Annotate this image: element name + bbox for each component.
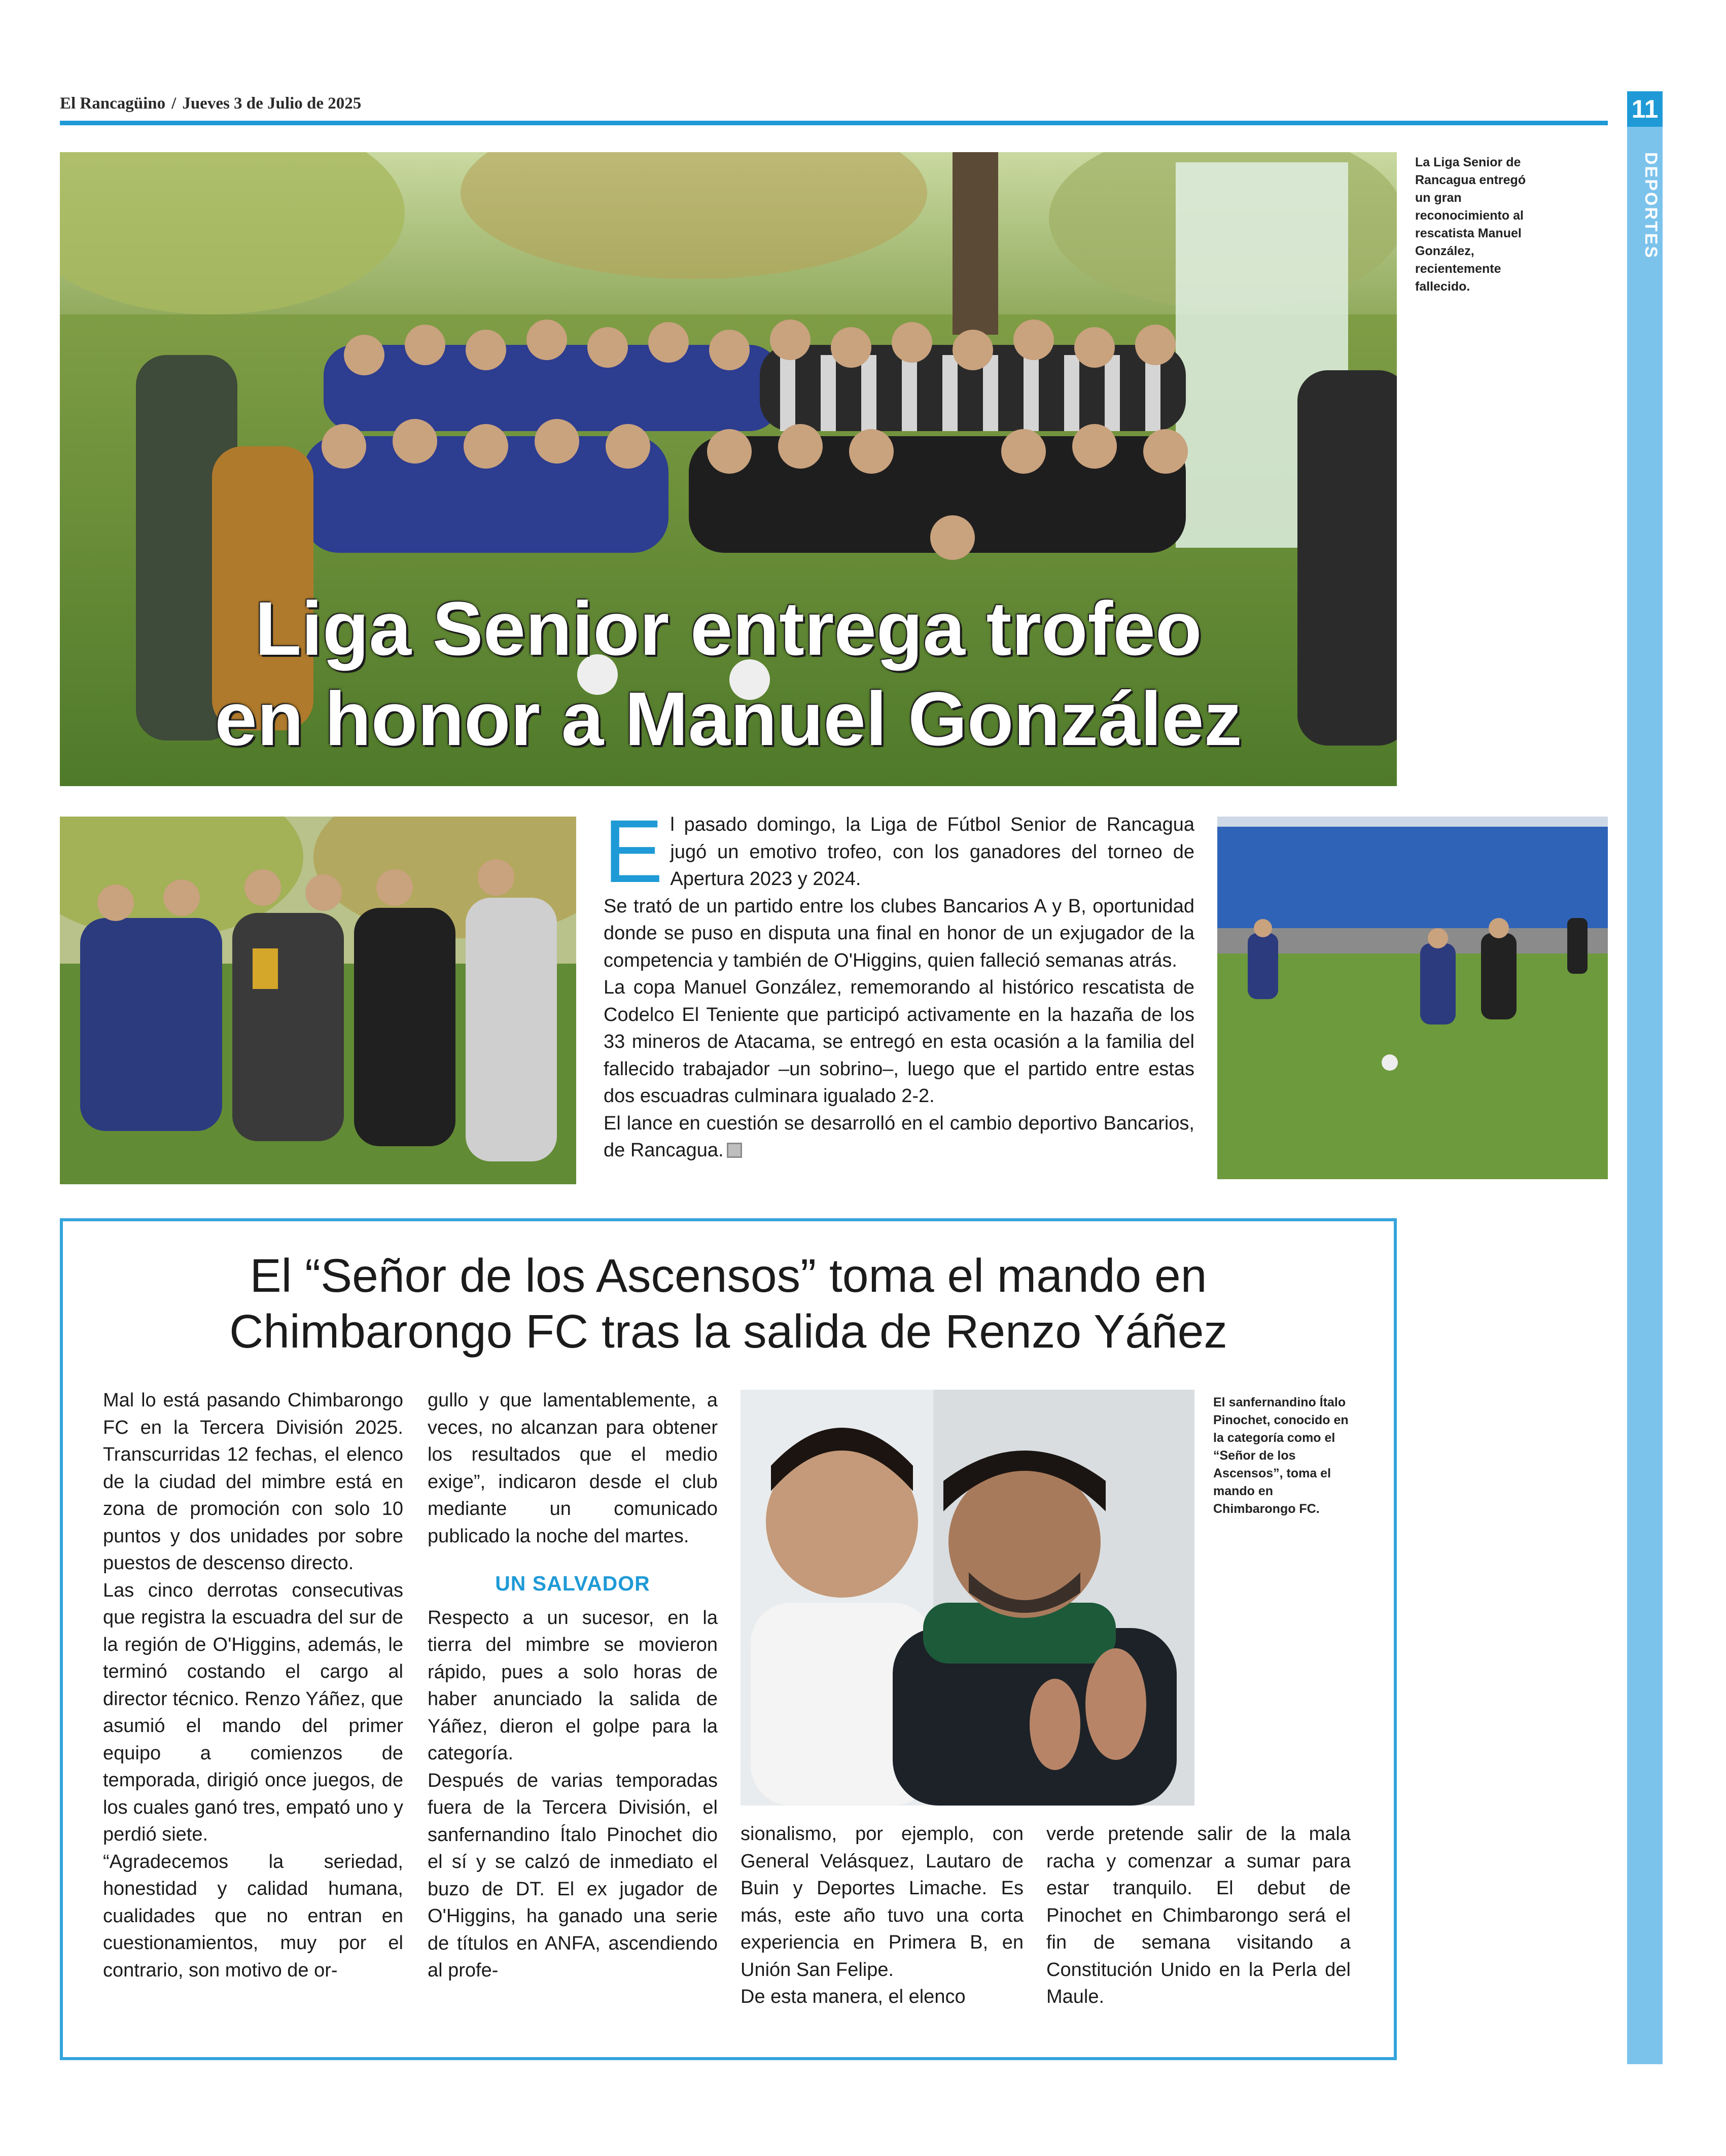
article-paragraph: “Agradecemos la seriedad, honestidad y calidad humana, cualidades que no entran en cuestionamientos, muy por el contrario, son motivo de or- (103, 1851, 403, 1981)
article-column-3 (741, 1821, 1024, 2011)
article-column-1 (103, 1387, 403, 1984)
newspaper-name: El Rancagüino (60, 94, 166, 113)
article-paragraph: Después de varias temporadas fuera de la Tercera División, el sanfernandino Ítalo Pinochet dio el sí y se calzó de inmediato el buzo de DT. El ex jugador de O'Higgins, ha ganado una serie de títulos en ANFA, ascendiendo al profe- (428, 1770, 718, 1981)
page-number: 11 (1627, 91, 1663, 127)
lead-paragraph-text: El lance en cuestión se desarrolló en el cambio deportivo Bancarios, de Rancagua. (604, 1112, 1194, 1161)
article-column-4 (1046, 1821, 1351, 2011)
lead-headline-line2: en honor a Manuel González (215, 676, 1242, 761)
section-sidebar (1627, 91, 1663, 2064)
article-subhead: UN SALVADOR (495, 1572, 650, 1595)
end-of-article-icon (727, 1143, 742, 1158)
header-rule (60, 121, 1608, 125)
article-paragraph: sionalismo, por ejemplo, con General Velásquez, Lautaro de Buin y Deportes Limache. Es más, este año tuvo una corta experiencia en Primera B, en Unión San Felipe. (741, 1823, 1024, 1981)
lead-paragraph (604, 802, 1194, 901)
second-headline (60, 1248, 1397, 1359)
lead-paragraph (604, 1110, 1194, 1164)
coach-photo (741, 1390, 1194, 1806)
article-paragraph: verde pretende salir de la mala racha y comenzar a sumar para estar tranquilo. El debut de Pinochet en Chimbarongo será el fin de semana visitando a Constitución Unido en la Perla del Maule. (1046, 1823, 1351, 2007)
drop-cap: E (604, 802, 663, 901)
page-header (60, 94, 1612, 124)
second-headline-line2: Chimbarongo FC tras la salida de Renzo Yáñez (229, 1305, 1227, 1358)
article-column-2 (428, 1387, 718, 1985)
lead-paragraph: La copa Manuel González, rememorando al histórico rescatista de Codelco El Teniente que participó activamente en la hazaña de los 33 mineros de Atacama, se entregó en esta ocasión a la familia del fallecido trabajador –un sobrino–, luego que el partido entre estas dos escuadras culminara igualado 2-2. (604, 977, 1194, 1107)
lead-article-body (604, 802, 1194, 1164)
lead-paragraph: Se trató de un partido entre los clubes Bancarios A y B, oportunidad donde se puso en disputa una final en honor de un exjugador de la competencia y también de O'Higgins, quien falleció semanas atrás. (604, 895, 1194, 971)
lead-headline (60, 583, 1397, 764)
lead-headline-line1: Liga Senior entrega trofeo (255, 586, 1202, 671)
hero-photo-caption: La Liga Senior de Rancagua entregó un gran reconocimiento al rescatista Manuel González, recientemente fallecido. (1415, 155, 1526, 294)
second-headline-line1: El “Señor de los Ascensos” toma el mando en (250, 1249, 1207, 1302)
coach-photo-caption: El sanfernandino Ítalo Pinochet, conocido en la categoría como el “Señor de los Ascensos”, toma el mando en Chimbarongo FC. (1213, 1395, 1349, 1516)
issue-date: Jueves 3 de Julio de 2025 (182, 94, 362, 113)
match-action-photo (1217, 817, 1608, 1179)
section-label: DEPORTES (1641, 152, 1661, 260)
article-paragraph: gullo y que lamentablemente, a veces, no alcanzan para obtener los resultados que el medio exige”, indicaron desde el club mediante un comunicado publicado la noche del martes. (428, 1390, 718, 1547)
article-paragraph: De esta manera, el elenco (741, 1986, 966, 2007)
header-separator: / (171, 94, 177, 113)
trophy-ceremony-photo (60, 817, 576, 1184)
lead-paragraph-text: l pasado domingo, la Liga de Fútbol Senior de Rancagua jugó un emotivo trofeo, con los ganadores del torneo de Apertura 2023 y 2024. (670, 814, 1194, 890)
article-paragraph: Mal lo está pasando Chimbarongo FC en la Tercera División 2025. Transcurridas 12 fechas, el elenco de la ciudad del mimbre está en zona de promoción con solo 10 puntos y dos unidades por sobre puestos de descenso directo. (103, 1390, 403, 1574)
article-paragraph: Respecto a un sucesor, en la tierra del mimbre se movieron rápido, pues a solo horas de haber anunciado la salida de Yáñez, dieron el golpe para la categoría. (428, 1607, 718, 1764)
article-paragraph: Las cinco derrotas consecutivas que registra la escuadra del sur de la región de O'Higgins, además, le terminó costando el cargo al director técnico. Renzo Yáñez, que asumió el mando del primer equipo a comienzos de temporada, dirigió once juegos, de los cuales ganó tres, empató uno y perdió siete. (103, 1579, 403, 1845)
